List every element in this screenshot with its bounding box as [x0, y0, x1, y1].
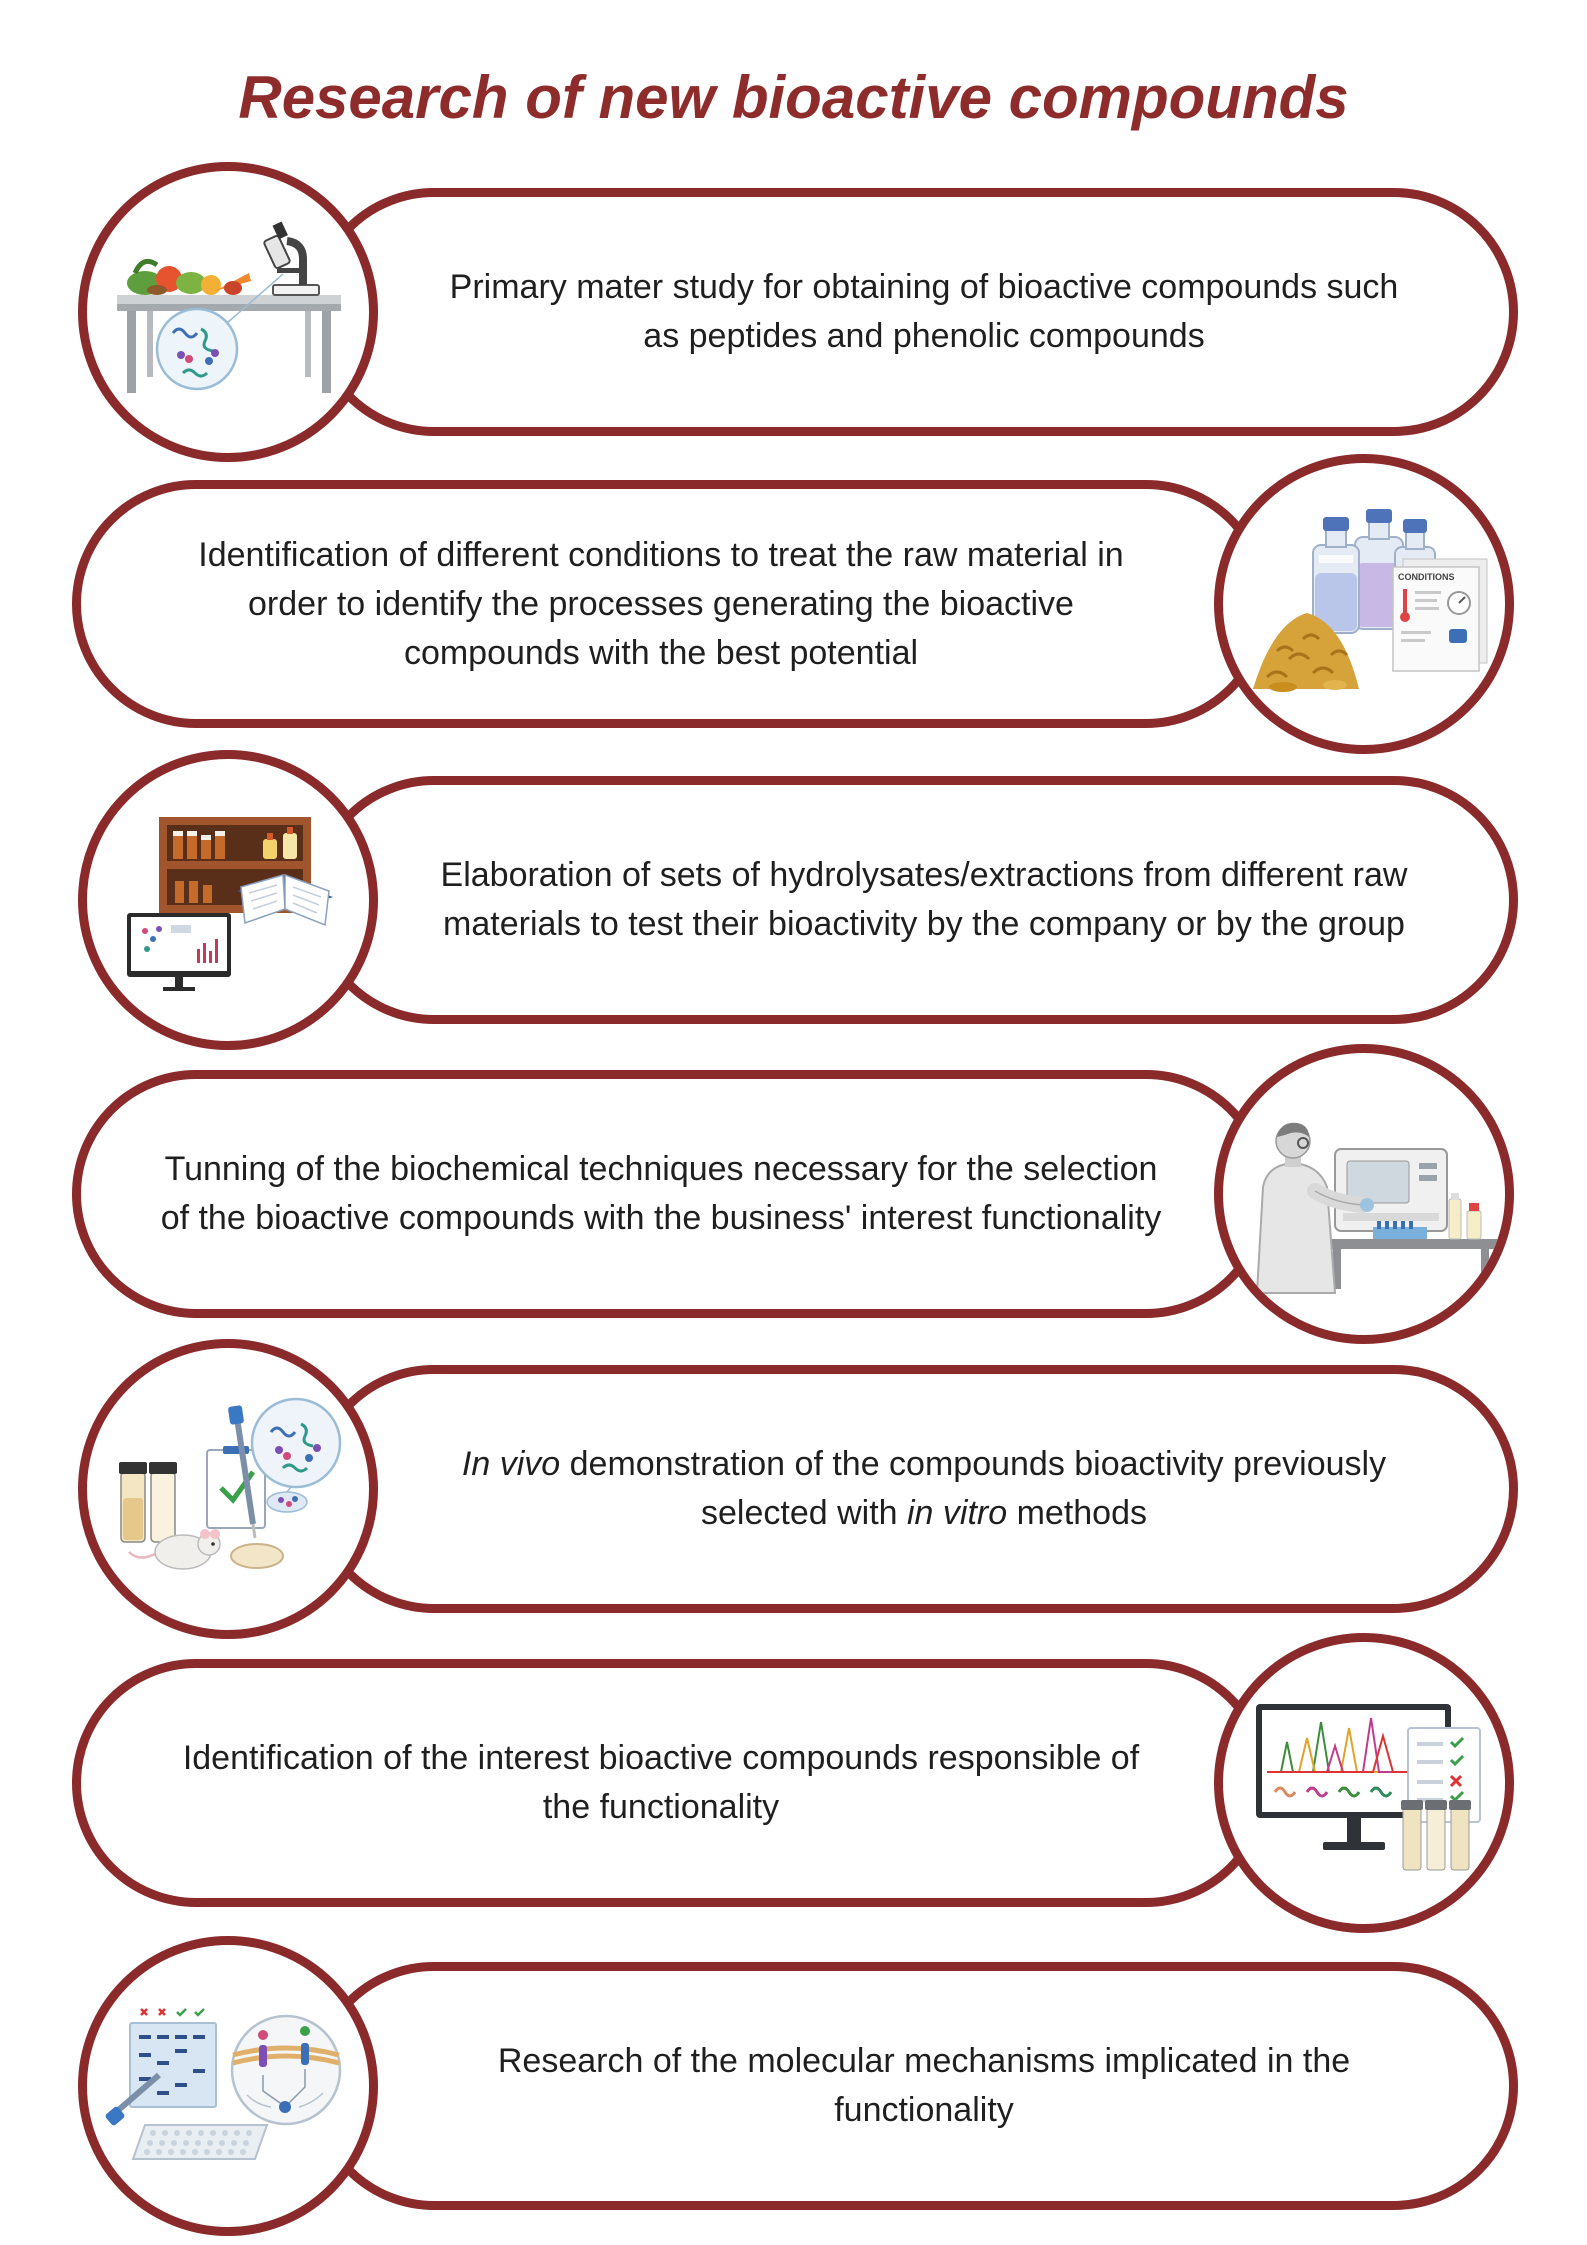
- step-6-image: [1214, 1633, 1514, 1933]
- gel-well-plate-icon: [87, 1945, 369, 2227]
- step-5-line-1: [462, 1440, 1386, 1489]
- step-1-line-1: Primary mater study for obtaining of bioactive compounds such: [449, 268, 1399, 306]
- step-5-line-1-text: demonstration of the compounds bioactivity previously: [560, 1445, 1387, 1483]
- step-2-image: [1214, 454, 1514, 754]
- step-2-card: [72, 480, 1270, 728]
- step-2-line-3: compounds with the best potential: [403, 633, 919, 672]
- step-3-card: [310, 776, 1518, 1024]
- step-4-card: [72, 1070, 1270, 1318]
- step-5-line-2-text-b: methods: [1007, 1494, 1147, 1532]
- step-4-line-1: Tunning of the biochemical techniques necessary for the selection: [164, 1150, 1158, 1188]
- conditions-label: CONDITIONS: [1398, 572, 1455, 582]
- step-6-line-2: the functionality: [542, 1788, 780, 1826]
- step-1-card: [310, 188, 1518, 436]
- step-7-card: [310, 1962, 1518, 2210]
- step-1-image: [78, 162, 378, 462]
- shelf-monitor-book-icon: [87, 759, 369, 1041]
- lab-table-microscope-icon: [87, 171, 369, 453]
- step-2-line-1: Identification of different conditions to treat the raw material in: [198, 535, 1124, 574]
- step-5-line-2-text-a: selected with: [701, 1494, 907, 1532]
- step-7-image: [78, 1936, 378, 2236]
- in-vitro-term: in vitro: [907, 1494, 1008, 1532]
- scientist-machine-icon: [1223, 1053, 1505, 1335]
- step-6-line-1: Identification of the interest bioactive compounds responsible of: [182, 1739, 1140, 1777]
- step-5-image: [78, 1339, 378, 1639]
- step-4-image: [1214, 1044, 1514, 1344]
- step-3-line-1: Elaboration of sets of hydrolysates/extractions from different raw: [440, 856, 1408, 894]
- step-7-line-1: Research of the molecular mechanisms implicated in the: [497, 2042, 1351, 2080]
- step-5-line-2: [701, 1489, 1147, 1538]
- mouse-pipette-tubes-icon: [87, 1348, 369, 1630]
- in-vivo-term: In vivo: [461, 1445, 561, 1483]
- step-1-line-2: as peptides and phenolic compounds: [643, 317, 1205, 355]
- step-4-line-2: of the bioactive compounds with the business' interest functionality: [160, 1199, 1162, 1237]
- step-6-card: [72, 1659, 1270, 1907]
- step-7-line-2: functionality: [834, 2091, 1014, 2129]
- step-2-line-2: order to identify the processes generating the bioactive: [248, 584, 1074, 623]
- step-3-image: [78, 750, 378, 1050]
- step-5-card: [310, 1365, 1518, 1613]
- chromatogram-monitor-icon: [1223, 1642, 1505, 1924]
- bottles-conditions-icon: [1223, 463, 1505, 745]
- page-title: Research of new bioactive compounds: [238, 64, 1349, 131]
- step-3-line-2: materials to test their bioactivity by the company or by the group: [443, 905, 1405, 943]
